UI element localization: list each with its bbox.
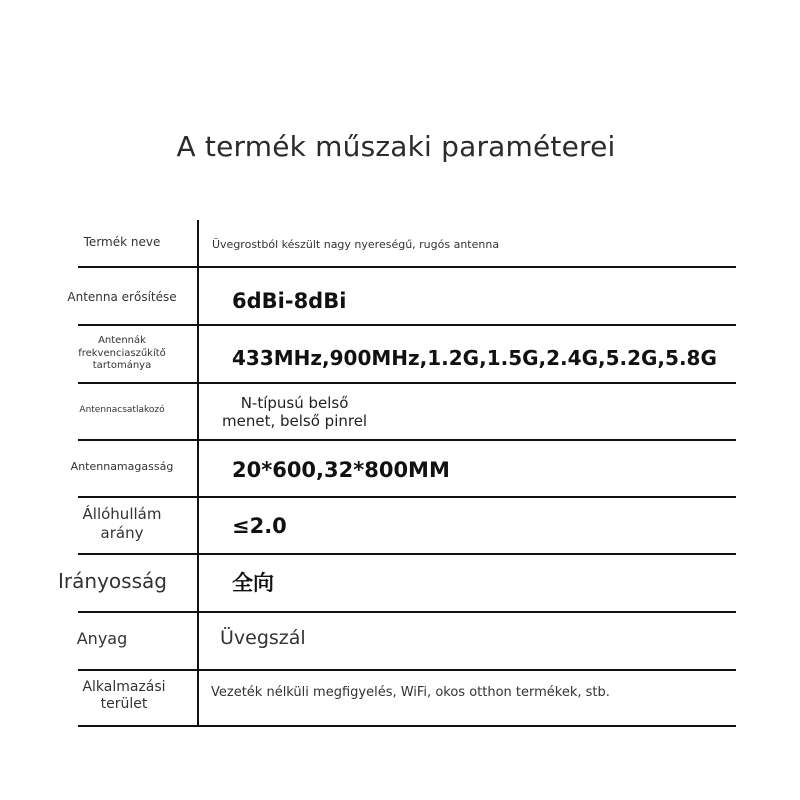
row-divider: [78, 611, 736, 613]
row-divider: [78, 553, 736, 555]
row-divider: [78, 324, 736, 326]
row-label-material: Anyag: [76, 629, 128, 648]
row-value-connector: [222, 390, 367, 434]
row-value-antenna-gain: 6dBi-8dBi: [232, 289, 347, 313]
row-value-connector-line2: menet, belső pinrel: [222, 412, 368, 430]
row-value-directivity: 全向: [232, 571, 274, 595]
row-label-connector: Antennacsatlakozó: [79, 405, 165, 416]
row-label-antenna-height: Antennamagasság: [70, 460, 174, 474]
column-divider: [197, 220, 199, 727]
row-label-frequency-range: Antennák frekvenciaszűkítő tartománya: [78, 335, 166, 372]
row-value-connector-line1: N-típusú belső: [240, 394, 349, 412]
row-divider: [78, 382, 736, 384]
row-divider: [78, 669, 736, 671]
row-label-product-name: Termék neve: [83, 234, 161, 249]
row-label-vswr-line1: Állóhullám: [82, 505, 162, 524]
row-label-antenna-gain: Antenna erősítése: [67, 289, 177, 304]
row-value-antenna-height: 20*600,32*800MM: [232, 458, 450, 482]
row-divider: [78, 725, 736, 727]
row-label-application: [56, 674, 192, 718]
row-value-frequency-range: 433MHz,900MHz,1.2G,1.5G,2.4G,5.2G,5.8G: [232, 346, 717, 370]
row-label-vswr: [52, 502, 192, 546]
row-value-product-name: Üvegrostból készült nagy nyereségű, rugós antenna: [212, 237, 500, 251]
row-divider: [78, 439, 736, 441]
row-label-application-line1: Alkalmazási: [82, 678, 166, 695]
row-value-application: Vezeték nélküli megfigyelés, WiFi, okos otthon termékek, stb.: [211, 684, 610, 700]
row-value-material: Üvegszál: [220, 627, 306, 649]
row-label-application-line2: terület: [100, 696, 148, 712]
row-label-directivity: Irányosság: [58, 568, 167, 593]
row-divider: [78, 496, 736, 498]
row-label-vswr-line2: arány: [100, 524, 144, 542]
page-title: A termék műszaki paraméterei: [176, 130, 616, 163]
row-value-vswr: ≤2.0: [232, 514, 287, 538]
row-divider: [78, 266, 736, 268]
